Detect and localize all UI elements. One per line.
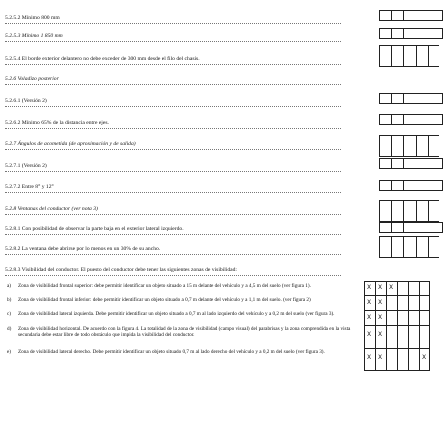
divider [5, 149, 341, 150]
zone-text: Zona de visibilidad frontal inferior: debe permitir identificar un objeto situado a 0,7 m delante del vehículo y a 1,1 m del suelo. (ver figura 2) [18, 297, 311, 303]
zone-c [7, 311, 362, 317]
item-5-2-6: 5.2.6 Voladizo posterior [5, 76, 59, 82]
item-5-2-8-3: 5.2.8.3 Visibilidad del conductor. El puesto del conductor debe tener las siguientes zonas de visibilidad: [5, 267, 237, 273]
item-5-2-7-1: 5.2.7.1 (Versión 2) [5, 163, 47, 169]
answer-box[interactable] [379, 158, 443, 169]
divider [5, 84, 341, 85]
answer-box[interactable] [379, 45, 439, 67]
zone-text: Zona de visibilidad horizontal. De acuerdo con la figura 4. La totalidad de la zona de visibilidad (campo visual) del parabrisas y la zona comprendida en la vista secundaria debe estar libre de todo obstáculo que impida la visibilidad del conductor. [18, 326, 351, 338]
check-mark: X [422, 354, 427, 361]
check-mark: X [367, 284, 372, 291]
zone-text: Zona de visibilidad lateral izquierda. Debe permitir identificar un objeto situado a 0,7 m al lado izquierdo del vehículo y a 0,2 m del suelo (ver figura 3). [18, 311, 335, 317]
answer-box[interactable] [379, 200, 439, 222]
item-5-2-8-2: 5.2.8.2 La ventana debe abrirse por lo menos en un 30% de su ancho. [5, 246, 161, 252]
zones-checkbox-grid [364, 281, 430, 371]
check-mark: X [378, 299, 383, 306]
item-5-2-6-1: 5.2.6.1 (Versión 2) [5, 98, 47, 104]
answer-box[interactable] [379, 93, 443, 104]
item-5-2-8-1: 5.2.8.1 Con posibilidad de observar la parte baja en el exterior lateral izquierdo. [5, 226, 184, 232]
zone-text: Zona de visibilidad lateral derecho. Debe permitir identificar un objeto situado 0,7 m al lado derecho del vehículo y a 0,2 m del suelo (ver figura 3). [18, 349, 325, 355]
divider [5, 254, 341, 255]
check-mark: X [367, 299, 372, 306]
zone-label: d) [7, 326, 12, 332]
item-5-2-5-4: 5.2.5.4 El borde exterior delantero no debe exceder de 300 mm desde el filo del chasis. [5, 56, 200, 62]
check-mark: X [378, 314, 383, 321]
answer-box[interactable] [379, 28, 443, 39]
zone-text: Zona de visibilidad frontal superior: debe permitir identificar un objeto situado a 15 m delante del vehículo y a 4,5 m del suelo (ver figura 1). [18, 283, 311, 289]
divider [5, 64, 341, 65]
divider [5, 214, 341, 215]
check-mark: X [378, 331, 383, 338]
zone-e [7, 349, 362, 355]
divider [5, 41, 341, 42]
answer-box[interactable] [379, 180, 443, 191]
divider [5, 106, 341, 107]
item-5-2-8: 5.2.8 Ventanas del conductor (ver nota 3) [5, 206, 98, 212]
check-mark: X [389, 284, 394, 291]
zone-label: a) [7, 283, 12, 289]
check-mark: X [367, 314, 372, 321]
zone-d [7, 326, 362, 338]
check-mark: X [378, 284, 383, 291]
divider [5, 23, 341, 24]
answer-box[interactable] [379, 114, 443, 125]
item-5-2-7: 5.2.7 Ángulos de acometida (de aproximación y de salida) [5, 141, 136, 147]
item-5-2-5-3: 5.2.5.3 Mínimo 1 850 mm [5, 33, 63, 39]
zone-label: b) [7, 297, 12, 303]
check-mark: X [367, 354, 372, 361]
divider [5, 275, 341, 276]
answer-box[interactable] [379, 135, 439, 157]
divider [5, 234, 341, 235]
item-5-2-7-2: 5.2.7.2 Entre 8° y 12° [5, 184, 54, 190]
item-5-2-5-2: 5.2.5.2 Mínimo 800 mm [5, 15, 60, 21]
divider [5, 192, 341, 193]
answer-box[interactable] [379, 236, 439, 258]
item-5-2-6-2: 5.2.6.2 Mínimo 65% de la distancia entre ejes. [5, 120, 109, 126]
zone-label: e) [7, 349, 12, 355]
answer-box[interactable] [379, 222, 443, 233]
divider [5, 128, 341, 129]
zone-label: c) [7, 311, 12, 317]
zone-a [7, 283, 362, 289]
divider [5, 171, 341, 172]
answer-box[interactable] [379, 10, 443, 21]
zone-b [7, 297, 362, 303]
check-mark: X [367, 331, 372, 338]
check-mark: X [378, 354, 383, 361]
